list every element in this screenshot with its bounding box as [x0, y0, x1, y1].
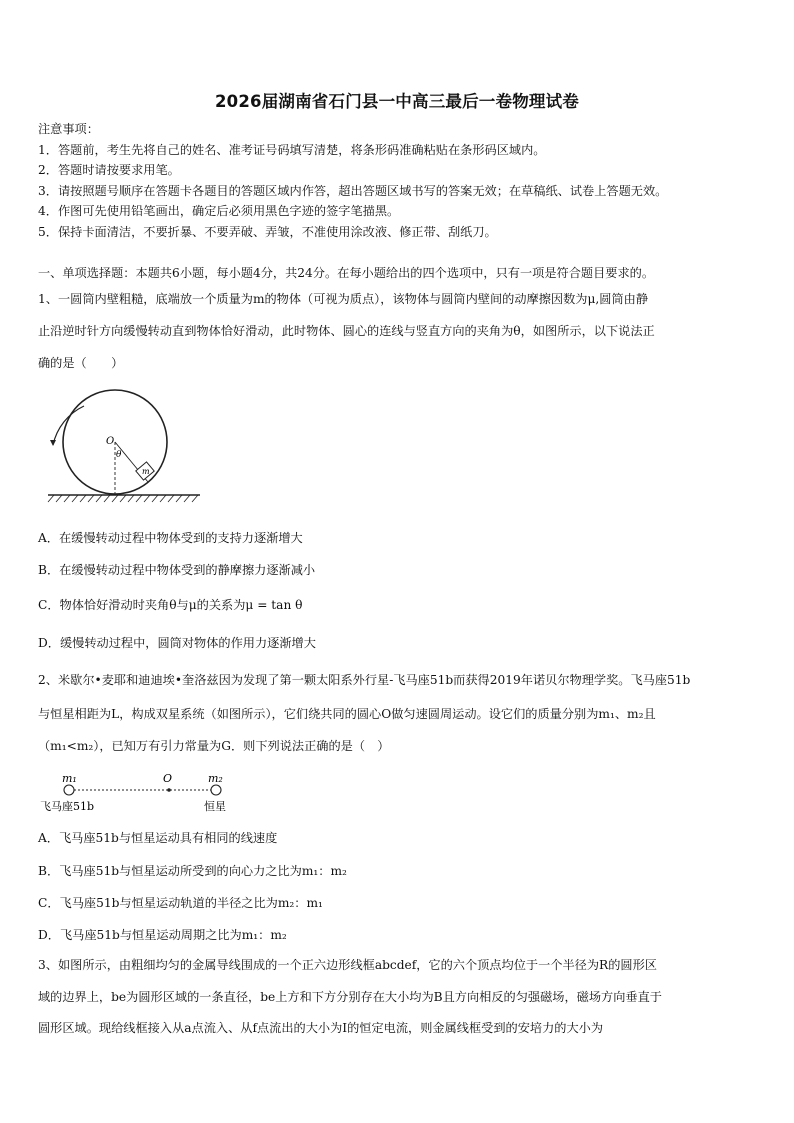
star-circle: [211, 785, 221, 795]
star-name: 恒星: [204, 800, 226, 813]
ground-hatching: [48, 495, 198, 502]
q1-option-a: A．在缓慢转动过程中物体受到的支持力逐渐增大: [38, 531, 303, 545]
q2-binary-star-figure: [36, 770, 246, 816]
center-label: O: [106, 436, 115, 447]
q2-option-b: B．飞马座51b与恒星运动所受到的向心力之比为m₁：m₂: [38, 864, 347, 878]
q1-stem-line-3: 确的是（ ）: [38, 356, 124, 370]
q2-option-c: C．飞马座51b与恒星运动轨道的半径之比为m₂：m₁: [38, 896, 323, 910]
q3-stem-line-3: 圆形区域。现给线框接入从a点流入、从f点流出的大小为I的恒定电流，则金属线框受到的安培力的大小为: [38, 1021, 604, 1035]
notice-item-2: 2．答题时请按要求用笔。: [38, 163, 180, 177]
center-point: [167, 788, 171, 792]
mass-label: m: [142, 467, 150, 476]
notice-item-1: 1．答题前，考生先将自己的姓名、准考证号码填写清楚，将条形码准确粘贴在条形码区域内。: [38, 143, 546, 157]
planet-circle: [64, 785, 74, 795]
notice-item-5: 5．保持卡面清洁，不要折暴、不要弄破、弄皱，不准使用涂改液、修正带、刮纸刀。: [38, 225, 497, 239]
notice-item-3: 3．请按照题号顺序在答题卡各题目的答题区域内作答，超出答题区域书写的答案无效；在草稿纸、试卷上答题无效。: [38, 184, 668, 198]
q3-stem-line-2: 域的边界上，be为圆形区域的一条直径，be上方和下方分别存在大小均为B且方向相反的匀强磁场，磁场方向垂直于: [38, 990, 662, 1004]
q2-stem-line-3: （m₁<m₂），已知万有引力常量为G．则下列说法正确的是（ ）: [38, 739, 390, 753]
m2-label: m₂: [208, 772, 223, 785]
q1-option-c: C．物体恰好滑动时夹角θ与μ的关系为μ = tan θ: [38, 598, 303, 612]
center-label: O: [163, 772, 173, 785]
notice-item-4: 4．作图可先使用铅笔画出，确定后必须用黑色字迹的签字笔描黑。: [38, 204, 400, 218]
m1-label: m₁: [62, 772, 77, 785]
angle-label: θ: [116, 450, 122, 460]
rotation-arrow: [53, 406, 84, 445]
q1-option-d: D．缓慢转动过程中，圆筒对物体的作用力逐渐增大: [38, 636, 316, 650]
section-heading: 一、单项选择题：本题共6小题，每小题4分，共24分。在每小题给出的四个选项中，只有一项是符合题目要求的。: [38, 266, 655, 280]
q1-option-b: B．在缓慢转动过程中物体受到的静摩擦力逐渐减小: [38, 563, 316, 577]
q2-stem-line-2: 与恒星相距为L，构成双星系统（如图所示），它们绕共同的圆心O做匀速圆周运动。设它们的质量分别为m₁、m₂且: [38, 707, 656, 721]
notice-heading: 注意事项：: [38, 122, 99, 136]
page-title: 2026届湖南省石门县一中高三最后一卷物理试卷: [214, 92, 580, 111]
q2-option-d: D．飞马座51b与恒星运动周期之比为m₁：m₂: [38, 928, 287, 942]
planet-name: 飞马座51b: [40, 800, 95, 813]
q1-stem-line-1: 1、一圆筒内壁粗糙，底端放一个质量为m的物体（可视为质点），该物体与圆筒内壁间的动摩擦因数为μ,圆筒由静: [38, 292, 649, 306]
q2-option-a: A．飞马座51b与恒星运动具有相同的线速度: [38, 831, 278, 845]
arrow-head-icon: [50, 440, 56, 446]
q1-stem-line-2: 止沿逆时针方向缓慢转动直到物体恰好滑动，此时物体、圆心的连线与竖直方向的夹角为θ，如图所示，以下说法正: [38, 324, 655, 338]
q1-cylinder-figure: [40, 385, 210, 507]
q2-stem-line-1: 2、米歇尔•麦耶和迪迪埃•奎洛兹因为发现了第一颗太阳系外行星-飞马座51b而获得2019年诺贝尔物理学奖。飞马座51b: [38, 673, 691, 687]
q3-stem-line-1: 3、如图所示，由粗细均匀的金属导线围成的一个正六边形线框abcdef，它的六个顶点均位于一个半径为R的圆形区: [38, 958, 657, 972]
